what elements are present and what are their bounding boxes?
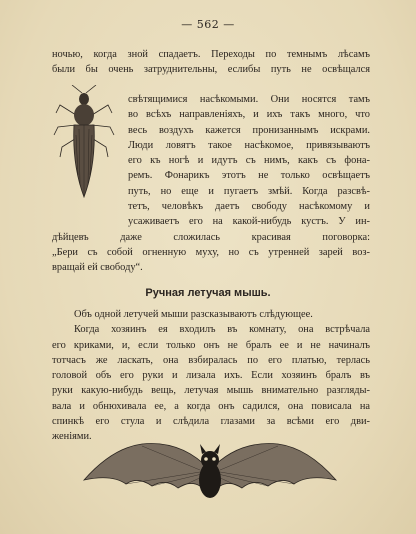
text-line: ночью, когда зной спадаетъ. Переходы по темнымъ лѣсамъ: [52, 49, 370, 60]
text-line: весь воздухъ кажется пронизаннымъ искрами.: [128, 124, 370, 136]
beetle-illustration: [52, 85, 117, 205]
text-line: его криками, и, если только онъ не бралъ ее и не начиналъ: [52, 339, 370, 351]
beetle-icon: [52, 85, 117, 205]
bat-icon: [82, 440, 338, 510]
text-line: спинкѣ его стула и слѣдила глазами за всѣми его дви-: [52, 416, 370, 428]
right-column-text: [128, 92, 370, 230]
text-line: свѣтящимися насѣкомыми. Они носятся тамъ: [128, 94, 370, 105]
bat-illustration: [82, 440, 338, 510]
section-heading: Ручная летучая мышь.: [145, 287, 271, 299]
text-line: „Бери съ собой огненную муху, но съ утренней зарей воз-: [52, 247, 370, 258]
text-line: ремъ. Фонарикъ этотъ не только освѣщаетъ: [128, 170, 370, 182]
text-line: вращай ей свободу“.: [52, 262, 143, 274]
text-line: дѣйцевъ даже сложилась красивая поговорка:: [52, 232, 370, 243]
text-line: тетъ, человѣкъ даетъ свободу насѣкомому и: [128, 201, 370, 213]
text-line: вала и обнюхивала ее, а когда онъ садился, она повисала на: [52, 400, 370, 412]
text-line: были бы очень затруднительны, еслибы путь не освѣщался: [52, 64, 370, 76]
text-line: его къ ногѣ и идутъ съ нимъ, какъ съ фона-: [128, 155, 370, 167]
text-line: руки какую-нибудь вещь, летучая мышь внимательно разгляды-: [52, 385, 370, 397]
intro-paragraph: [52, 47, 370, 78]
proverb-lines: [52, 245, 370, 276]
text-line: головой объ его руки и лизала ихъ. Если хозяинъ бралъ въ: [52, 370, 370, 382]
text-line: Объ одной летучей мыши разсказываютъ слѣдующее.: [74, 309, 313, 320]
bat-story: [52, 307, 370, 445]
text-line: тотчасъ же ласкать, она взбиралась по его платью, терлась: [52, 354, 370, 366]
text-line: женіями.: [52, 431, 92, 443]
text-line: усаживаетъ его на какой-нибудь кустъ. У ин-: [128, 216, 370, 228]
proverb-paragraph: [52, 230, 370, 245]
text-line: Когда хозяинъ ея входилъ въ комнату, она встрѣчала: [74, 324, 370, 336]
text-line: Люди ловятъ такое насѣкомое, привязываютъ: [128, 139, 370, 151]
text-line: путь, но еще и пугаетъ змѣй. Когда разсвѣ-: [128, 185, 370, 197]
page-number: — 562 —: [181, 18, 235, 31]
text-line: во всѣхъ направленіяхъ, и ихъ такъ много, что: [128, 109, 370, 121]
